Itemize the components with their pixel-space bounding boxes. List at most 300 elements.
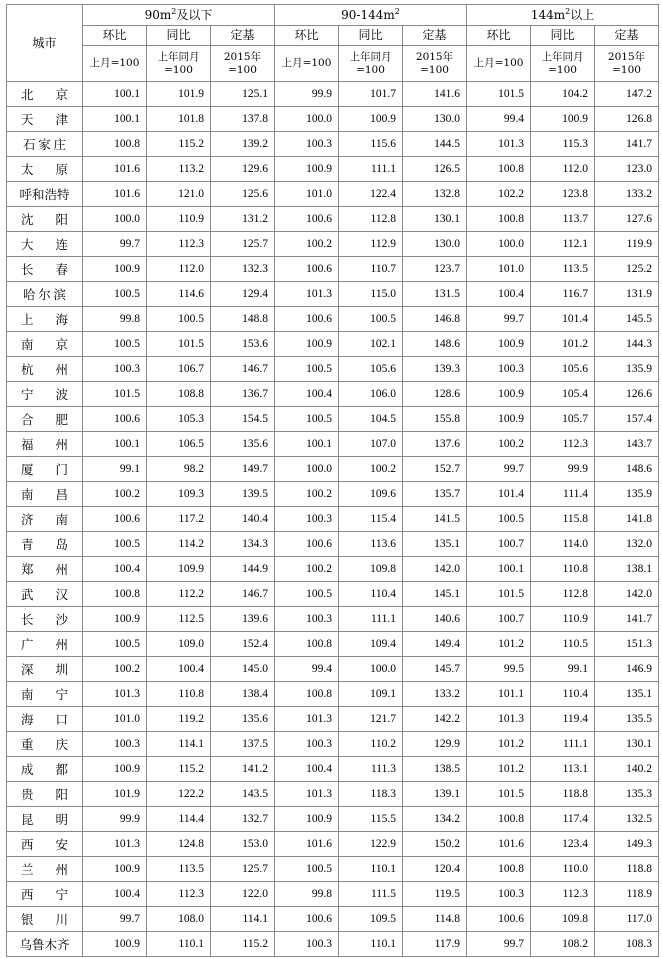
index-value: 100.8	[83, 132, 147, 157]
index-value: 100.6	[275, 307, 339, 332]
index-value: 126.5	[403, 157, 467, 182]
index-value: 100.2	[275, 232, 339, 257]
index-value: 104.5	[339, 407, 403, 432]
index-value: 99.9	[275, 82, 339, 107]
index-value: 100.9	[83, 932, 147, 957]
index-value: 100.4	[275, 382, 339, 407]
index-value: 100.5	[83, 632, 147, 657]
index-value: 117.2	[147, 507, 211, 532]
sub-header-1-2: 定基	[403, 26, 467, 46]
index-value: 106.0	[339, 382, 403, 407]
city-name: 深 圳	[7, 657, 83, 682]
index-value: 125.1	[211, 82, 275, 107]
index-value: 100.5	[275, 857, 339, 882]
index-value: 138.1	[595, 557, 659, 582]
index-value: 99.1	[83, 457, 147, 482]
index-value: 101.4	[467, 482, 531, 507]
index-value: 100.0	[339, 657, 403, 682]
base-header-1-2: 2015年=100	[403, 46, 467, 82]
index-value: 144.9	[211, 557, 275, 582]
index-value: 113.6	[339, 532, 403, 557]
table-row	[7, 532, 659, 557]
index-value: 146.7	[211, 582, 275, 607]
index-value: 112.3	[531, 432, 595, 457]
index-value: 135.9	[595, 482, 659, 507]
city-name: 济 南	[7, 507, 83, 532]
sub-header-1-1: 同比	[339, 26, 403, 46]
index-value: 134.2	[403, 807, 467, 832]
index-value: 142.2	[403, 707, 467, 732]
city-name: 乌鲁木齐	[7, 932, 83, 957]
index-value: 126.6	[595, 382, 659, 407]
index-value: 100.9	[83, 257, 147, 282]
index-value: 114.6	[147, 282, 211, 307]
index-value: 115.2	[211, 932, 275, 957]
index-value: 135.6	[211, 707, 275, 732]
index-value: 100.2	[83, 657, 147, 682]
sub-header-1-0: 环比	[275, 26, 339, 46]
index-value: 101.2	[531, 332, 595, 357]
index-value: 137.6	[403, 432, 467, 457]
index-value: 105.4	[531, 382, 595, 407]
city-name: 大 连	[7, 232, 83, 257]
table-row	[7, 607, 659, 632]
index-value: 110.9	[531, 607, 595, 632]
index-value: 129.6	[211, 157, 275, 182]
index-value: 134.3	[211, 532, 275, 557]
index-value: 100.2	[83, 482, 147, 507]
table-row	[7, 257, 659, 282]
index-value: 144.3	[595, 332, 659, 357]
city-name: 长 沙	[7, 607, 83, 632]
index-value: 132.8	[403, 182, 467, 207]
index-value: 101.8	[147, 107, 211, 132]
index-value: 149.3	[595, 832, 659, 857]
index-value: 133.2	[595, 182, 659, 207]
index-value: 109.0	[147, 632, 211, 657]
city-name: 西 宁	[7, 882, 83, 907]
city-name: 重 庆	[7, 732, 83, 757]
index-value: 139.3	[403, 357, 467, 382]
index-value: 100.3	[275, 132, 339, 157]
index-value: 100.9	[275, 807, 339, 832]
index-value: 101.2	[467, 632, 531, 657]
index-value: 110.5	[531, 632, 595, 657]
index-value: 100.1	[83, 432, 147, 457]
index-value: 113.7	[531, 207, 595, 232]
index-value: 101.2	[467, 757, 531, 782]
index-value: 100.2	[339, 457, 403, 482]
index-value: 128.6	[403, 382, 467, 407]
index-value: 139.5	[211, 482, 275, 507]
sub-header-2-2: 定基	[595, 26, 659, 46]
index-value: 141.7	[595, 132, 659, 157]
index-value: 111.1	[339, 157, 403, 182]
index-value: 101.6	[83, 182, 147, 207]
index-value: 112.9	[339, 232, 403, 257]
index-value: 101.0	[83, 707, 147, 732]
index-value: 152.4	[211, 632, 275, 657]
index-value: 141.2	[211, 757, 275, 782]
index-value: 101.0	[467, 257, 531, 282]
index-value: 101.3	[275, 707, 339, 732]
index-value: 123.4	[531, 832, 595, 857]
index-value: 111.4	[531, 482, 595, 507]
index-value: 110.0	[531, 857, 595, 882]
index-value: 100.5	[275, 357, 339, 382]
index-value: 112.2	[147, 582, 211, 607]
city-name: 郑 州	[7, 557, 83, 582]
table-row	[7, 82, 659, 107]
group-header-medium: $90-144m^2$	[275, 5, 467, 26]
index-value: 118.8	[531, 782, 595, 807]
index-value: 110.1	[339, 932, 403, 957]
index-value: 113.5	[531, 257, 595, 282]
index-value: 112.8	[339, 207, 403, 232]
index-value: 115.3	[531, 132, 595, 157]
sub-header-0-1: 同比	[147, 26, 211, 46]
index-value: 111.3	[339, 757, 403, 782]
index-value: 100.6	[275, 532, 339, 557]
index-value: 100.8	[275, 682, 339, 707]
index-value: 100.9	[83, 857, 147, 882]
index-value: 101.3	[275, 282, 339, 307]
index-value: 112.3	[531, 882, 595, 907]
table-row	[7, 732, 659, 757]
index-value: 101.1	[467, 682, 531, 707]
table-row	[7, 357, 659, 382]
city-name: 石 家 庄	[7, 132, 83, 157]
index-value: 99.9	[531, 457, 595, 482]
index-value: 101.5	[147, 332, 211, 357]
group-header-small: $90m^2$及以下	[83, 5, 275, 26]
index-value: 100.0	[275, 457, 339, 482]
index-value: 110.1	[147, 932, 211, 957]
index-value: 155.8	[403, 407, 467, 432]
base-header-0-2: 2015年=100	[211, 46, 275, 82]
index-value: 108.0	[147, 907, 211, 932]
city-name: 太 原	[7, 157, 83, 182]
index-value: 100.8	[467, 157, 531, 182]
index-value: 101.7	[339, 82, 403, 107]
index-value: 100.6	[275, 257, 339, 282]
base-header-1-1: 上年同月=100	[339, 46, 403, 82]
city-name: 南 宁	[7, 682, 83, 707]
index-value: 99.4	[275, 657, 339, 682]
index-value: 117.4	[531, 807, 595, 832]
index-value: 145.5	[595, 307, 659, 332]
index-value: 100.8	[467, 207, 531, 232]
index-value: 100.8	[467, 807, 531, 832]
index-value: 109.3	[147, 482, 211, 507]
index-value: 112.3	[147, 882, 211, 907]
index-value: 101.6	[275, 832, 339, 857]
city-name: 银 川	[7, 907, 83, 932]
index-value: 120.4	[403, 857, 467, 882]
table-body	[7, 82, 659, 957]
index-value: 101.3	[83, 682, 147, 707]
index-value: 100.9	[531, 107, 595, 132]
index-value: 116.7	[531, 282, 595, 307]
index-value: 148.8	[211, 307, 275, 332]
index-value: 100.6	[275, 207, 339, 232]
index-value: 99.7	[467, 457, 531, 482]
index-value: 113.1	[531, 757, 595, 782]
index-value: 139.1	[403, 782, 467, 807]
index-value: 131.5	[403, 282, 467, 307]
city-name: 贵 阳	[7, 782, 83, 807]
index-value: 129.9	[403, 732, 467, 757]
index-value: 100.0	[275, 107, 339, 132]
index-value: 119.4	[531, 707, 595, 732]
index-value: 101.4	[531, 307, 595, 332]
table-row	[7, 707, 659, 732]
index-value: 118.3	[339, 782, 403, 807]
index-value: 110.8	[147, 682, 211, 707]
index-value: 101.5	[83, 382, 147, 407]
index-value: 135.6	[211, 432, 275, 457]
city-name: 长 春	[7, 257, 83, 282]
index-value: 100.5	[275, 407, 339, 432]
table-row	[7, 307, 659, 332]
index-value: 154.5	[211, 407, 275, 432]
index-value: 100.3	[467, 357, 531, 382]
index-value: 148.6	[595, 457, 659, 482]
index-value: 99.7	[467, 307, 531, 332]
base-header-2-2: 2015年=100	[595, 46, 659, 82]
index-value: 114.1	[147, 732, 211, 757]
base-header-2-0: 上月=100	[467, 46, 531, 82]
index-value: 106.5	[147, 432, 211, 457]
city-name: 合 肥	[7, 407, 83, 432]
index-value: 115.5	[339, 807, 403, 832]
index-value: 101.5	[467, 782, 531, 807]
table-row	[7, 507, 659, 532]
index-value: 99.5	[467, 657, 531, 682]
table-row	[7, 132, 659, 157]
table-row	[7, 407, 659, 432]
index-value: 148.6	[403, 332, 467, 357]
index-value: 100.3	[467, 882, 531, 907]
index-value: 100.9	[83, 607, 147, 632]
index-value: 113.5	[147, 857, 211, 882]
index-value: 109.1	[339, 682, 403, 707]
sub-header-2-0: 环比	[467, 26, 531, 46]
city-name: 北 京	[7, 82, 83, 107]
table-row	[7, 682, 659, 707]
city-name: 南 京	[7, 332, 83, 357]
table-row	[7, 457, 659, 482]
index-value: 100.4	[83, 882, 147, 907]
index-value: 123.0	[595, 157, 659, 182]
index-value: 109.5	[339, 907, 403, 932]
index-value: 153.6	[211, 332, 275, 357]
index-value: 145.7	[403, 657, 467, 682]
index-value: 135.3	[595, 782, 659, 807]
index-value: 135.7	[403, 482, 467, 507]
city-name: 西 安	[7, 832, 83, 857]
index-value: 149.7	[211, 457, 275, 482]
index-value: 100.9	[83, 757, 147, 782]
index-value: 132.0	[595, 532, 659, 557]
index-value: 138.5	[403, 757, 467, 782]
index-value: 104.2	[531, 82, 595, 107]
city-name: 武 汉	[7, 582, 83, 607]
index-value: 150.2	[403, 832, 467, 857]
index-value: 100.0	[467, 232, 531, 257]
index-value: 114.4	[147, 807, 211, 832]
index-value: 135.1	[595, 682, 659, 707]
index-value: 100.2	[275, 482, 339, 507]
index-value: 110.4	[339, 582, 403, 607]
index-value: 131.2	[211, 207, 275, 232]
index-value: 101.9	[83, 782, 147, 807]
index-value: 100.5	[275, 582, 339, 607]
index-value: 99.7	[467, 932, 531, 957]
table-row	[7, 207, 659, 232]
city-name: 南 昌	[7, 482, 83, 507]
index-value: 110.7	[339, 257, 403, 282]
index-value: 111.5	[339, 882, 403, 907]
index-value: 101.6	[467, 832, 531, 857]
index-value: 147.2	[595, 82, 659, 107]
city-name: 厦 门	[7, 457, 83, 482]
index-value: 100.3	[275, 607, 339, 632]
sub-header-0-2: 定基	[211, 26, 275, 46]
table-row	[7, 182, 659, 207]
table-row	[7, 907, 659, 932]
index-value: 117.0	[595, 907, 659, 932]
index-value: 126.8	[595, 107, 659, 132]
group-header-large: $144m^2$以上	[467, 5, 659, 26]
index-value: 139.6	[211, 607, 275, 632]
index-value: 137.8	[211, 107, 275, 132]
index-value: 112.0	[531, 157, 595, 182]
index-value: 99.7	[83, 907, 147, 932]
index-value: 100.6	[467, 907, 531, 932]
index-value: 109.8	[531, 907, 595, 932]
table-row	[7, 557, 659, 582]
index-value: 100.9	[467, 332, 531, 357]
index-value: 108.8	[147, 382, 211, 407]
index-value: 105.3	[147, 407, 211, 432]
index-value: 137.5	[211, 732, 275, 757]
sub-header-2-1: 同比	[531, 26, 595, 46]
index-value: 100.5	[147, 307, 211, 332]
table-row	[7, 807, 659, 832]
table-row	[7, 282, 659, 307]
index-value: 141.6	[403, 82, 467, 107]
index-value: 99.8	[83, 307, 147, 332]
index-value: 110.2	[339, 732, 403, 757]
index-value: 114.2	[147, 532, 211, 557]
index-value: 142.0	[403, 557, 467, 582]
index-value: 146.7	[211, 357, 275, 382]
index-value: 122.9	[339, 832, 403, 857]
index-value: 100.5	[83, 532, 147, 557]
index-value: 119.9	[595, 232, 659, 257]
city-name: 上 海	[7, 307, 83, 332]
index-value: 115.0	[339, 282, 403, 307]
index-value: 100.6	[275, 907, 339, 932]
index-value: 99.9	[83, 807, 147, 832]
city-name: 广 州	[7, 632, 83, 657]
index-value: 138.4	[211, 682, 275, 707]
index-value: 100.1	[83, 107, 147, 132]
table-row	[7, 382, 659, 407]
index-value: 123.7	[403, 257, 467, 282]
base-header-1-0: 上月=100	[275, 46, 339, 82]
table-row	[7, 757, 659, 782]
index-value: 102.1	[339, 332, 403, 357]
index-value: 142.0	[595, 582, 659, 607]
index-value: 101.3	[83, 832, 147, 857]
index-value: 100.9	[339, 107, 403, 132]
index-value: 135.9	[595, 357, 659, 382]
index-value: 100.3	[275, 507, 339, 532]
city-name: 福 州	[7, 432, 83, 457]
city-column-header: 城市	[7, 5, 83, 82]
index-value: 99.4	[467, 107, 531, 132]
index-value: 132.5	[595, 807, 659, 832]
index-value: 119.5	[403, 882, 467, 907]
index-value: 101.3	[467, 132, 531, 157]
index-value: 100.9	[467, 382, 531, 407]
index-value: 100.0	[83, 207, 147, 232]
table-row	[7, 432, 659, 457]
index-value: 110.9	[147, 207, 211, 232]
table-row	[7, 632, 659, 657]
index-value: 114.8	[403, 907, 467, 932]
index-value: 125.2	[595, 257, 659, 282]
index-value: 117.9	[403, 932, 467, 957]
index-value: 130.1	[595, 732, 659, 757]
city-name: 成 都	[7, 757, 83, 782]
index-value: 100.3	[275, 732, 339, 757]
index-value: 101.6	[83, 157, 147, 182]
index-value: 146.9	[595, 657, 659, 682]
index-value: 141.8	[595, 507, 659, 532]
index-value: 145.1	[403, 582, 467, 607]
index-value: 100.8	[275, 632, 339, 657]
index-value: 145.0	[211, 657, 275, 682]
index-value: 99.8	[275, 882, 339, 907]
index-value: 149.4	[403, 632, 467, 657]
index-value: 99.1	[531, 657, 595, 682]
index-value: 130.0	[403, 232, 467, 257]
city-name: 天 津	[7, 107, 83, 132]
index-value: 100.9	[275, 157, 339, 182]
index-value: 118.8	[595, 857, 659, 882]
index-value: 143.7	[595, 432, 659, 457]
index-value: 125.7	[211, 232, 275, 257]
index-value: 112.1	[531, 232, 595, 257]
index-value: 135.5	[595, 707, 659, 732]
index-value: 98.2	[147, 457, 211, 482]
index-value: 100.4	[467, 282, 531, 307]
index-value: 100.2	[275, 557, 339, 582]
index-value: 132.7	[211, 807, 275, 832]
index-value: 131.9	[595, 282, 659, 307]
index-value: 110.1	[339, 857, 403, 882]
city-name: 沈 阳	[7, 207, 83, 232]
index-value: 139.2	[211, 132, 275, 157]
index-value: 100.5	[83, 282, 147, 307]
index-value: 118.9	[595, 882, 659, 907]
table-row	[7, 657, 659, 682]
index-value: 112.5	[147, 607, 211, 632]
city-name: 哈 尔 滨	[7, 282, 83, 307]
